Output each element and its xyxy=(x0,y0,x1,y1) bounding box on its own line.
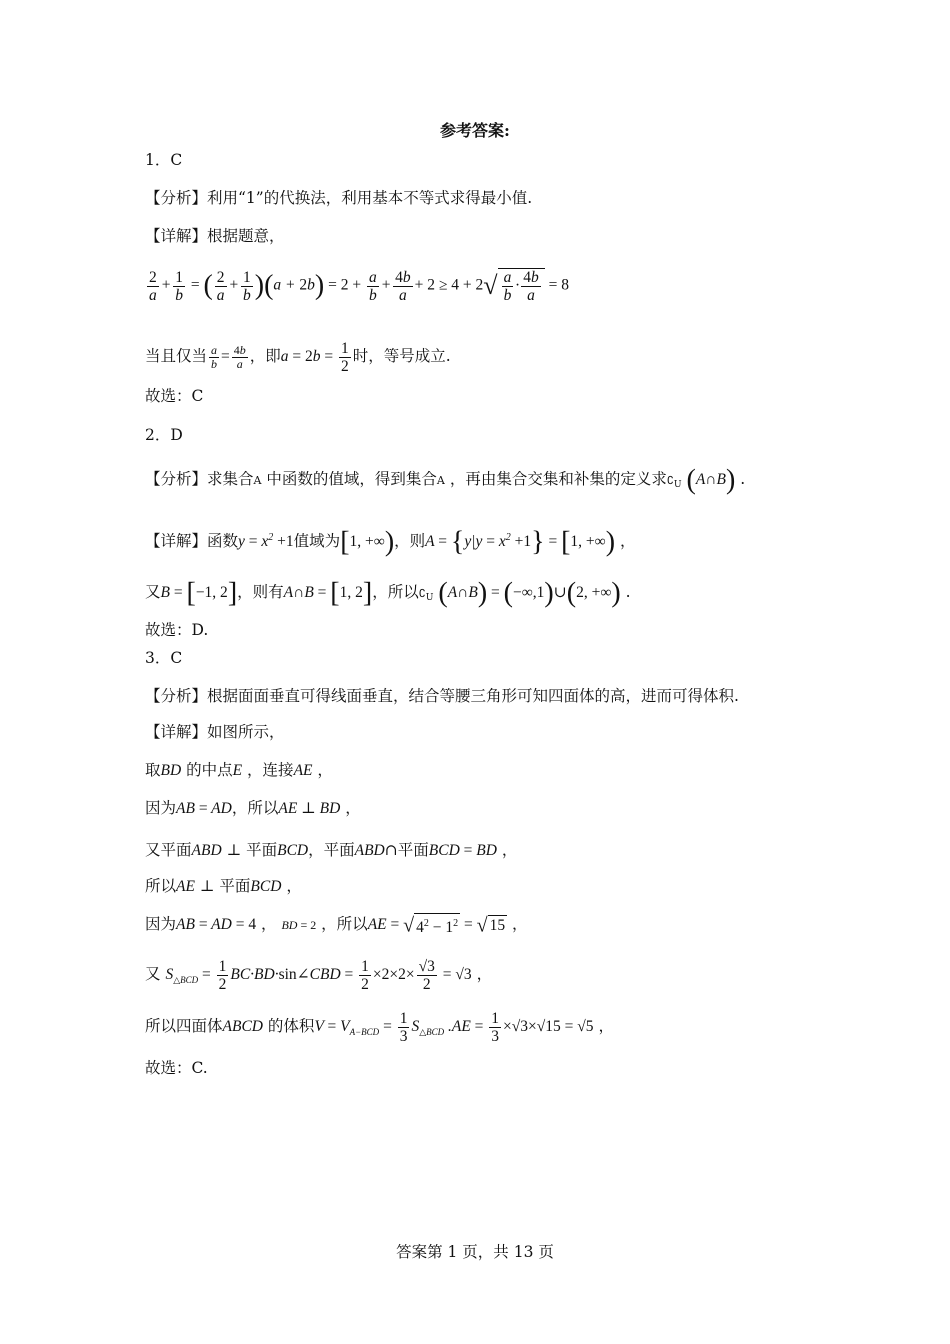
page-footer: 答案第 1 页，共 13 页 xyxy=(396,1243,554,1261)
q1-analysis: 【分析】利用“1”的代换法，利用基本不等式求得最小值. xyxy=(145,189,533,207)
q3-choose: 故选：C. xyxy=(145,1059,208,1077)
q3-step4: 所以AE ⊥ 平面BCD ， xyxy=(145,877,302,895)
q1-number: 1．C xyxy=(145,151,183,169)
q2-number: 2．D xyxy=(145,426,183,444)
q3-step6: 又 $S_{\triangle BCD}$ = $\frac{1}{2}$ BC·BD·sin∠CBD = $\frac{1}{2}$ ×2×2× $\frac{√3}{2}$ = √3 ， xyxy=(145,958,493,993)
q1-choose: 故选：C xyxy=(145,387,204,405)
q3-step1: 取BD 的中点E ，连接AE ， xyxy=(145,761,333,779)
q3-step3: 又平面ABD ⊥ 平面BCD，平面ABD∩平面BCD = BD ， xyxy=(145,841,518,859)
q1-detail-intro: 【详解】根据题意， xyxy=(145,227,285,245)
q3-step5: 因为AB = AD = 4 ， BD = 2 ，所以AE = √ $4^2 - 1^2$ = √ 15 ， xyxy=(145,914,528,937)
q3-step2: 因为AB = AD，所以AE ⊥ BD ， xyxy=(145,799,361,817)
q2-detail-line2: 又B = [−1, 2]，则有A∩B = [1, 2]，所以$∁_U$ (A∩B) = (−∞,1)∪(2, +∞) . xyxy=(145,577,631,609)
q1-equation: $\frac{2}{a}$ + $\frac{1}{b}$ = ( $\frac{2}{a}$ + $\frac{1}{b}$ )(a + 2b) = 2 + $\frac{a}{b}$ + $\frac{4b}{a}$ + 2 ≥ 4 + 2√ $\frac{a}{b}$ · $\frac{4b}{a}$ = 8 xyxy=(149,268,569,304)
q2-detail-line1: 【详解】函数$y = x^2 +1$值域为[1, +∞)，则$A = \{y|y = x^2 +1\} = [1$, +∞) ， xyxy=(145,526,636,558)
page-title: 参考答案: xyxy=(440,121,510,140)
q1-equality-condition: 当且仅当 $\frac{a}{b}$ = $\frac{4b}{a}$ ，即a = 2b = $\frac{1}{2}$ 时，等号成立. xyxy=(145,340,451,375)
q2-choose: 故选：D. xyxy=(145,621,209,639)
q2-analysis: 【分析】求集合A 中函数的值域，得到集合A ，再由集合交集和补集的定义求$∁_U$ (A∩B) . xyxy=(145,464,746,496)
q3-analysis: 【分析】根据面面垂直可得线面垂直，结合等腰三角形可知四面体的高，进而可得体积. xyxy=(145,687,739,705)
q3-step7: 所以四面体ABCD 的体积$V = V_{A-BCD}$ = $\frac{1}{3}$ $S_{\triangle BCD}$ .AE = $\frac{1}{3}$ ×√3×√15 = √5 ， xyxy=(145,1010,614,1045)
q3-detail-intro: 【详解】如图所示， xyxy=(145,723,285,741)
q3-number: 3．C xyxy=(145,649,183,667)
